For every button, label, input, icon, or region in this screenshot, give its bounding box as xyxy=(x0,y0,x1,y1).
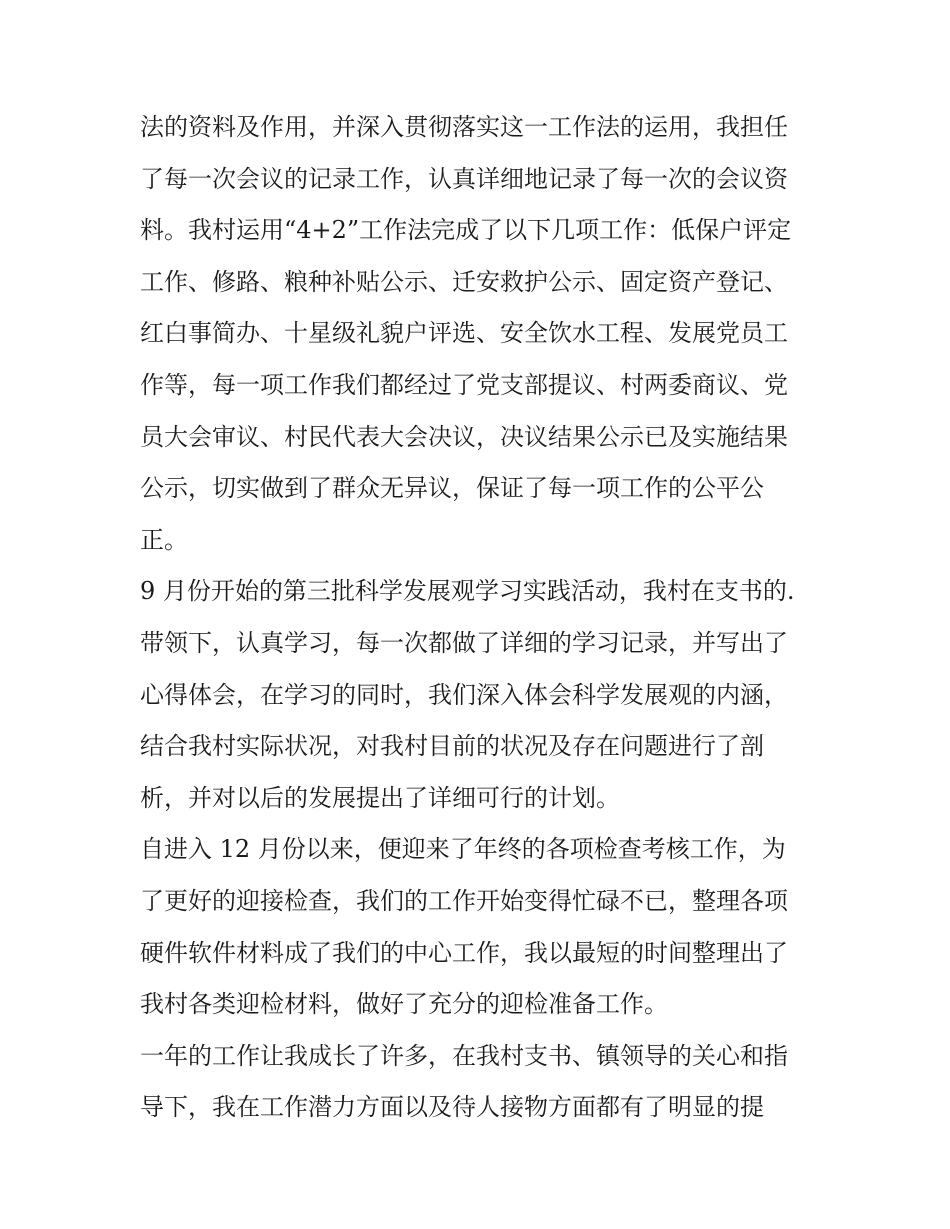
text-line: 导下，我在工作潜力方面以及待人接物方面都有了明显的提 xyxy=(140,1093,764,1122)
text-line: 心得体会，在学习的同时，我们深入体会科学发展观的内涵， xyxy=(140,680,788,709)
text-line: 一年的工作让我成长了许多，在我村支书、镇领导的关心和指 xyxy=(140,1041,788,1070)
text-line: 我村各类迎检材料，做好了充分的迎检准备工作。 xyxy=(140,990,668,1019)
text-line: 正。 xyxy=(140,525,188,554)
text-line: 料。我村运用“4+2”工作法完成了以下几项工作：低保户评定 xyxy=(140,216,792,245)
text-line: 了更好的迎接检查，我们的工作开始变得忙碌不已，整理各项 xyxy=(140,886,788,915)
text-line: 工作、修路、粮种补贴公示、迁安救护公示、固定资产登记、 xyxy=(140,267,788,296)
text-line: 结合我村实际状况，对我村目前的状况及存在问题进行了剖 xyxy=(140,732,764,761)
text-line: 员大会审议、村民代表大会决议，决议结果公示已及实施结果 xyxy=(140,422,788,451)
text-line: 了每一次会议的记录工作，认真详细地记录了每一次的会议资 xyxy=(140,164,788,193)
text-line: 自进入 12 月份以来，便迎来了年终的各项检查考核工作，为 xyxy=(140,835,786,864)
body-text xyxy=(140,102,820,1134)
text-line: 法的资料及作用，并深入贯彻落实这一工作法的运用，我担任 xyxy=(140,113,788,141)
text-line: 9 月份开始的第三批科学发展观学习实践活动，我村在支书的. xyxy=(140,577,795,606)
text-line: 带领下，认真学习，每一次都做了详细的学习记录，并写出了 xyxy=(140,628,788,657)
text-line: 公示，切实做到了群众无异议，保证了每一项工作的公平公 xyxy=(140,474,764,503)
text-line: 析，并对以后的发展提出了详细可行的计划。 xyxy=(140,783,620,812)
text-line: 作等，每一项工作我们都经过了党支部提议、村两委商议、党 xyxy=(140,370,788,399)
text-line: 红白事简办、十星级礼貌户评选、安全饮水工程、发展党员工 xyxy=(140,319,788,348)
text-line: 硬件软件材料成了我们的中心工作，我以最短的时间整理出了 xyxy=(140,938,788,967)
